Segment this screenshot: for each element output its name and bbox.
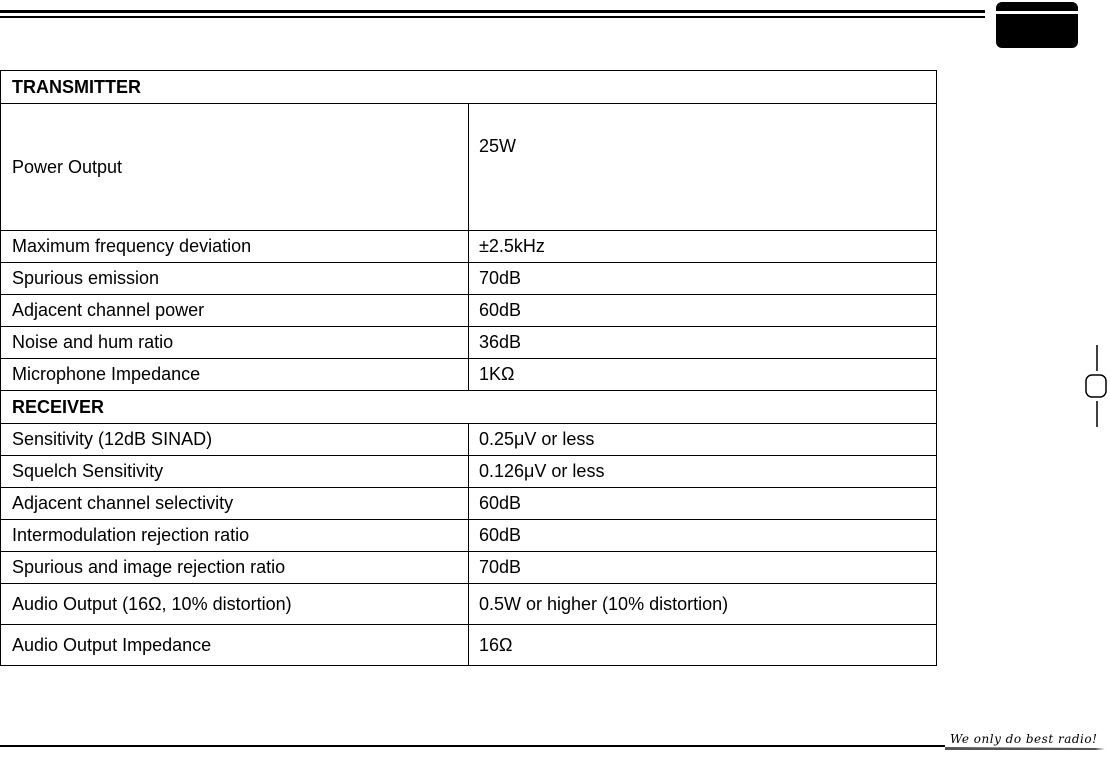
section-header-transmitter (1, 71, 937, 104)
table-row (1, 625, 937, 666)
spec-value: 1KΩ (469, 359, 937, 391)
spec-label: Noise and hum ratio (1, 327, 469, 359)
page-tab-marker-gap (996, 11, 1078, 14)
table-row (1, 488, 937, 520)
section-header-receiver (1, 391, 937, 424)
spec-value: 70dB (469, 552, 937, 584)
spec-label: Intermodulation rejection ratio (1, 520, 469, 552)
table-row (1, 263, 937, 295)
spec-value: 0.126μV or less (469, 456, 937, 488)
table-row (1, 359, 937, 391)
spec-label: Microphone Impedance (1, 359, 469, 391)
table-row (1, 520, 937, 552)
table-row (1, 295, 937, 327)
spec-value: 16Ω (469, 625, 937, 666)
table-row (1, 104, 937, 231)
spec-value: 0.5W or higher (10% distortion) (469, 584, 937, 625)
spec-value: 60dB (469, 520, 937, 552)
header-rule-bottom (0, 16, 985, 18)
table-row (1, 424, 937, 456)
table-row (1, 456, 937, 488)
spec-value: 70dB (469, 263, 937, 295)
spec-table (0, 70, 937, 666)
header-rule-top (0, 10, 985, 13)
page-tab-marker (996, 2, 1078, 48)
spec-value: 60dB (469, 295, 937, 327)
spec-label: Adjacent channel power (1, 295, 469, 327)
spec-label: Sensitivity (12dB SINAD) (1, 424, 469, 456)
section-heading: TRANSMITTER (1, 71, 937, 104)
footer-brush-stroke (945, 746, 1105, 752)
footer-slogan: We only do best radio! (950, 732, 1098, 746)
spec-value: 25W (469, 104, 937, 231)
spec-label: Power Output (1, 104, 469, 231)
spec-value: ±2.5kHz (469, 231, 937, 263)
spec-label: Spurious and image rejection ratio (1, 552, 469, 584)
spec-label: Maximum frequency deviation (1, 231, 469, 263)
spec-label: Spurious emission (1, 263, 469, 295)
table-row (1, 231, 937, 263)
table-row (1, 327, 937, 359)
spec-value: 36dB (469, 327, 937, 359)
spec-label: Audio Output (16Ω, 10% distortion) (1, 584, 469, 625)
spec-label: Adjacent channel selectivity (1, 488, 469, 520)
spec-value: 0.25μV or less (469, 424, 937, 456)
footer-rule (0, 745, 945, 747)
spec-value: 60dB (469, 488, 937, 520)
side-tab-icon (1084, 345, 1110, 427)
spec-label: Audio Output Impedance (1, 625, 469, 666)
table-row (1, 584, 937, 625)
table-row (1, 552, 937, 584)
section-heading: RECEIVER (1, 391, 937, 424)
spec-label: Squelch Sensitivity (1, 456, 469, 488)
